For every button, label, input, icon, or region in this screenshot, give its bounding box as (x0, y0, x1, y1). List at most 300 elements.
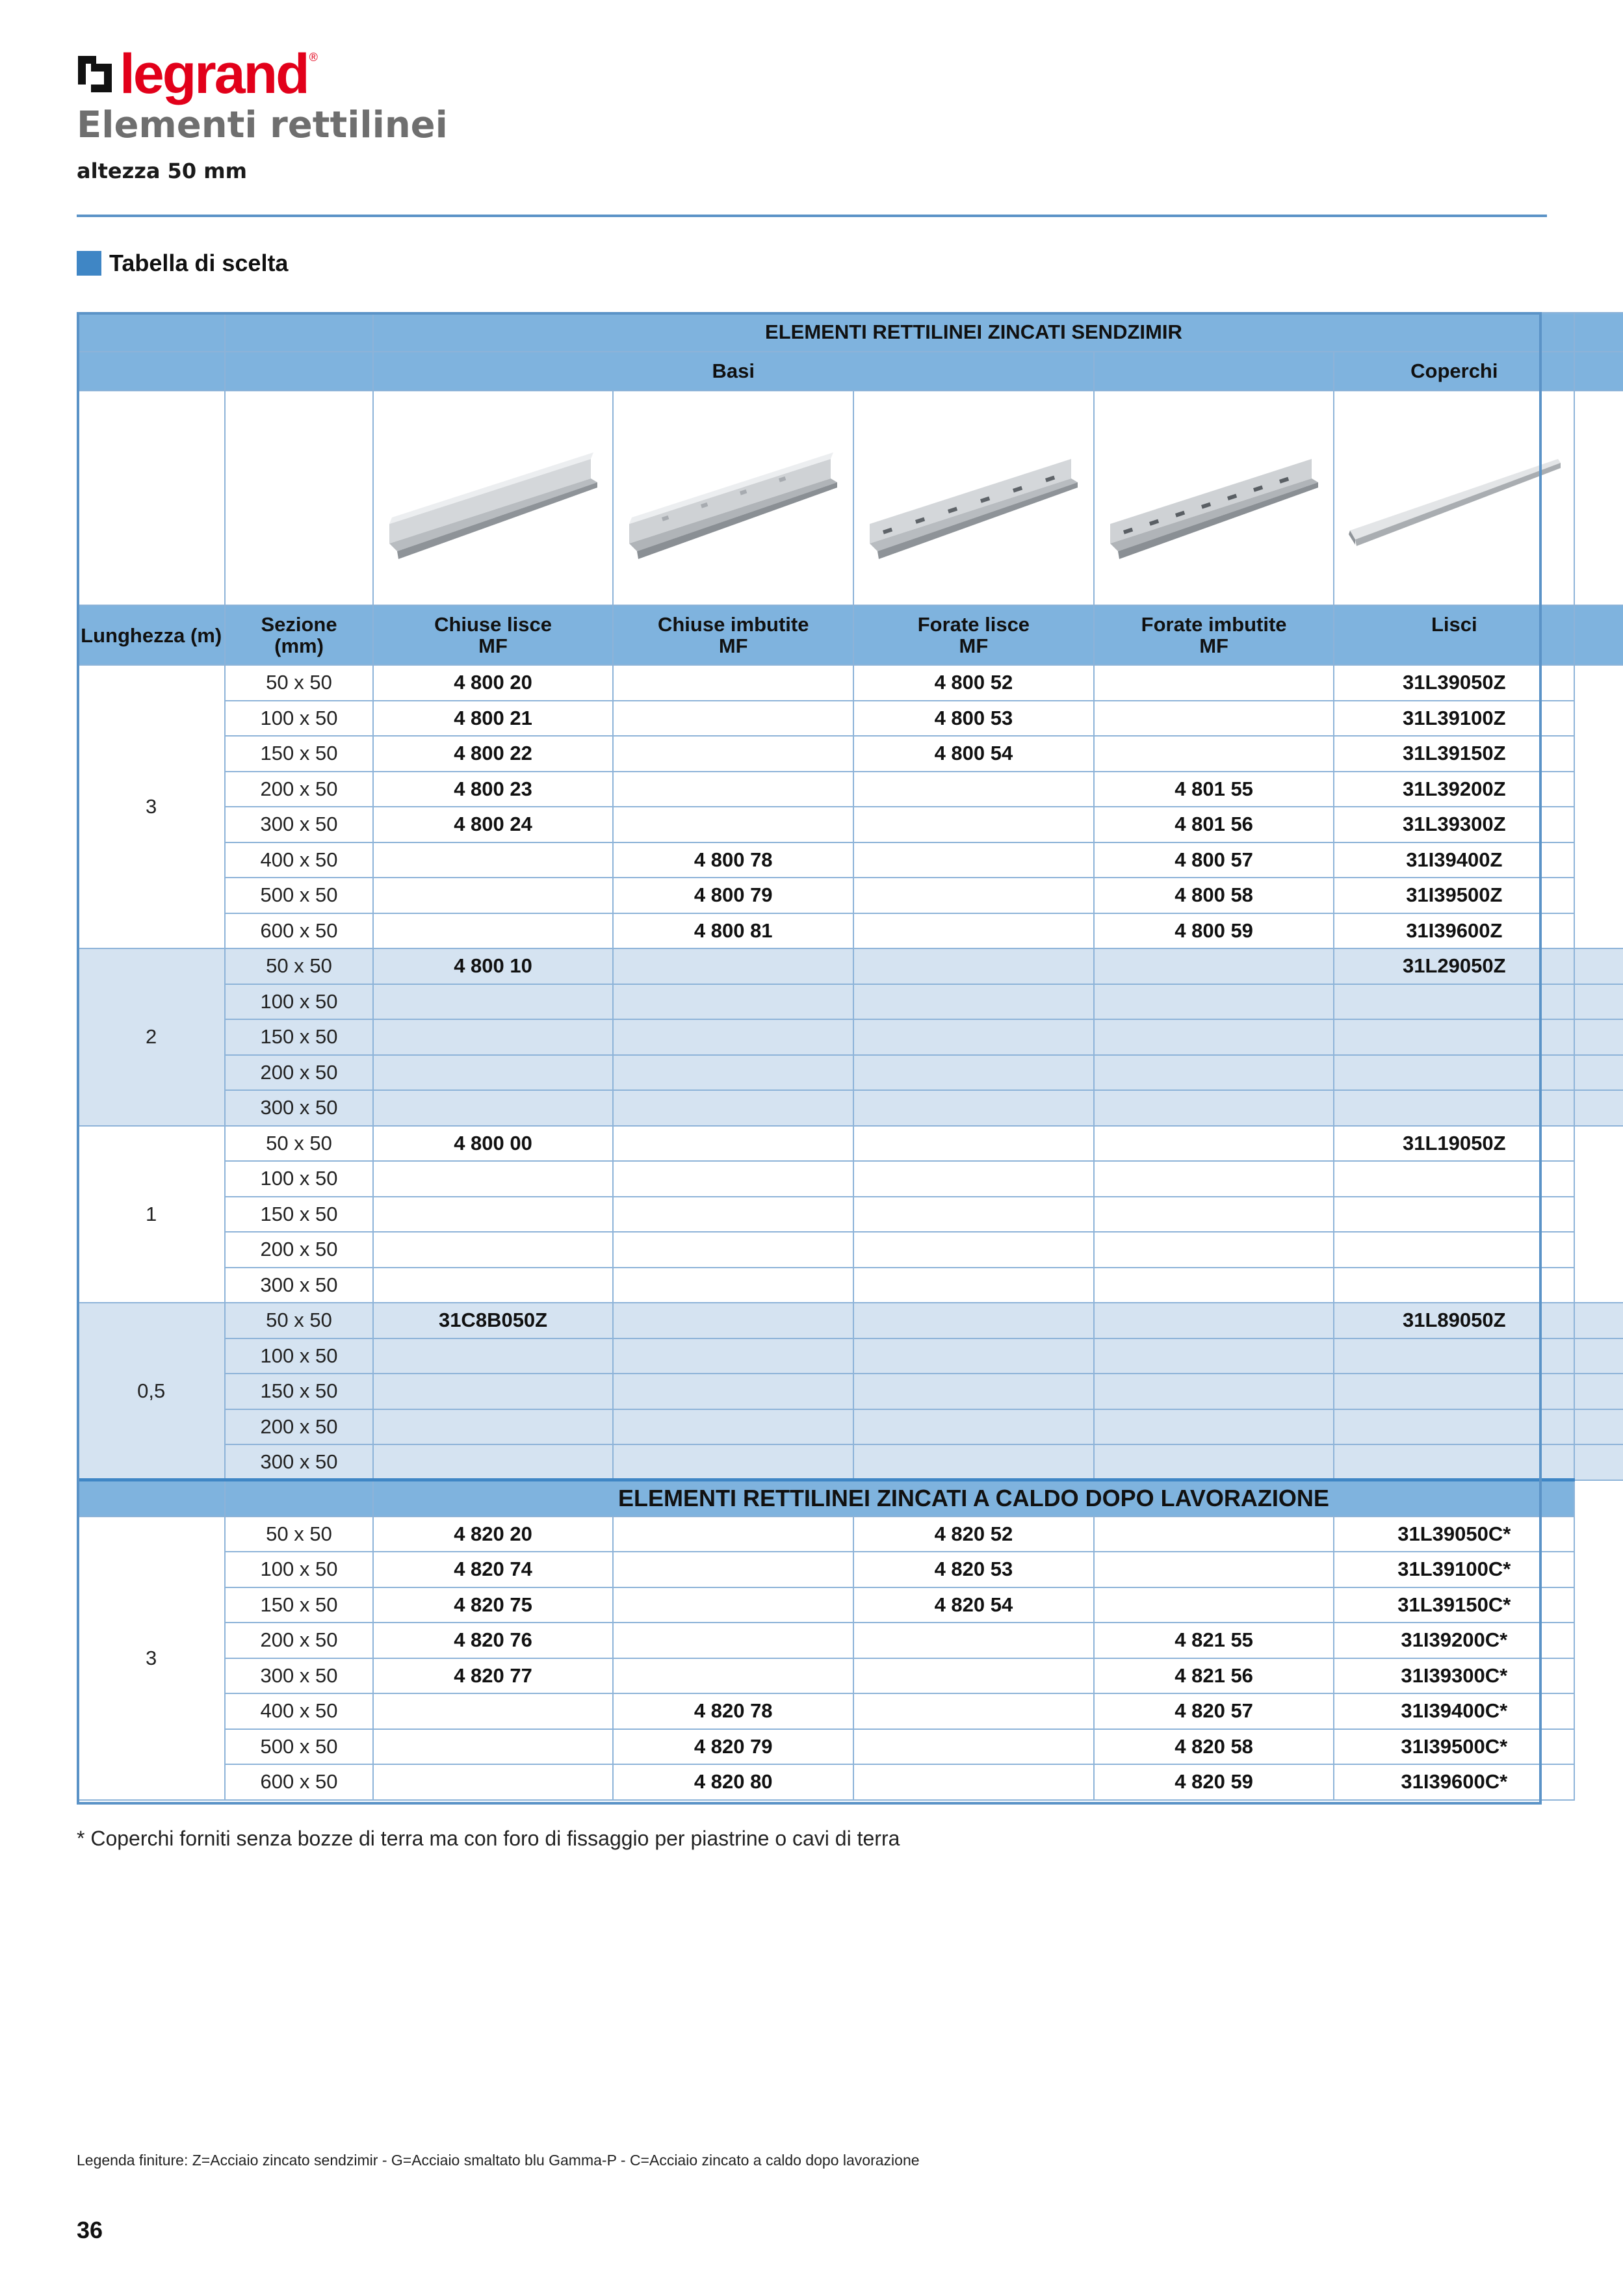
base-code-cell (373, 913, 614, 949)
table-row (77, 1658, 1623, 1694)
base-code-cell: 4 800 52 (853, 665, 1094, 701)
col-length-header: Lunghezza (m) (77, 605, 225, 665)
tray-closed-embossed-icon (623, 420, 844, 576)
section-cell: 100 x 50 (225, 701, 372, 737)
base-code-cell (373, 1055, 614, 1091)
cover-code-cell (1334, 1374, 1574, 1409)
base-code-cell (613, 948, 853, 984)
section-cell: 50 x 50 (225, 665, 372, 701)
cover-code-cell (1334, 1338, 1574, 1374)
base-code-cell (853, 1197, 1094, 1233)
group2-header-row (77, 1480, 1623, 1517)
base-code-cell (373, 984, 614, 1020)
base-code-cell: 4 800 10 (373, 948, 614, 984)
row-extra-cell (1574, 1480, 1623, 1517)
base-code-cell (1094, 701, 1334, 737)
base-code-cell: 4 800 24 (373, 807, 614, 842)
base-code-cell: 4 800 20 (373, 665, 614, 701)
base-code-cell (1094, 1517, 1334, 1552)
base-code-cell (853, 842, 1094, 878)
row-extra-cell (1574, 984, 1623, 1020)
cover-code-cell (1334, 1409, 1574, 1445)
base-code-cell: 4 800 79 (613, 878, 853, 913)
tray-closed-smooth-icon (383, 420, 604, 576)
bases-label: Basi (373, 352, 1094, 391)
cover-code-cell: 31L39150C* (1334, 1587, 1574, 1623)
length-cell: 3 (77, 1517, 225, 1800)
image-extra-cell (1574, 391, 1623, 605)
cover-code-cell: 31L39050C* (1334, 1517, 1574, 1552)
base-code-cell (613, 1268, 853, 1303)
base-code-cell (853, 948, 1094, 984)
table-row (77, 1197, 1623, 1233)
section-cell: 400 x 50 (225, 1693, 372, 1729)
row-extra-cell (1574, 1764, 1623, 1800)
header-extra-cell (1574, 352, 1623, 391)
table-row (77, 1693, 1623, 1729)
row-extra-cell (1574, 1268, 1623, 1303)
section-cell: 600 x 50 (225, 1764, 372, 1800)
base-code-cell: 4 820 20 (373, 1517, 614, 1552)
section-cell: 300 x 50 (225, 1444, 372, 1480)
base-code-cell (613, 1197, 853, 1233)
table-row (77, 1232, 1623, 1268)
base-code-cell (853, 1658, 1094, 1694)
finish-legend: Legenda finiture: Z=Acciaio zincato sendzimir - G=Acciaio smaltato blu Gamma-P - C=Acciaio zincato a caldo dopo lavorazione (77, 2152, 920, 2169)
section-cell: 300 x 50 (225, 1658, 372, 1694)
base-code-cell (1094, 1055, 1334, 1091)
table-header-type (77, 352, 1623, 391)
col-label-line2: MF (478, 634, 508, 657)
image-forate-lisce (853, 391, 1094, 605)
row-extra-cell (1574, 1587, 1623, 1623)
base-code-cell (1094, 736, 1334, 772)
table-row (77, 701, 1623, 737)
table-row (77, 665, 1623, 701)
row-extra-cell (1574, 1552, 1623, 1587)
base-code-cell: 4 800 53 (853, 701, 1094, 737)
base-code-cell (853, 984, 1094, 1020)
base-code-cell (373, 1374, 614, 1409)
section-cell: 150 x 50 (225, 1587, 372, 1623)
section-cell: 200 x 50 (225, 1232, 372, 1268)
row-extra-cell (1574, 1232, 1623, 1268)
section-cell: 150 x 50 (225, 736, 372, 772)
table-row (77, 1126, 1623, 1162)
page-number: 36 (77, 2217, 103, 2243)
section-title: Tabella di scelta (109, 250, 289, 276)
base-code-cell (373, 1693, 614, 1729)
table-row (77, 1623, 1623, 1658)
row-extra-cell (1574, 1444, 1623, 1480)
base-code-cell (1094, 665, 1334, 701)
row-extra-cell (1574, 1338, 1623, 1374)
header-blank-cell (225, 313, 372, 352)
base-code-cell: 4 820 53 (853, 1552, 1094, 1587)
row-extra-cell (1574, 1019, 1623, 1055)
row-extra-cell (1574, 1126, 1623, 1162)
header-divider (77, 215, 1547, 217)
section-cell: 300 x 50 (225, 1268, 372, 1303)
base-code-cell (613, 1090, 853, 1126)
table-row (77, 1090, 1623, 1126)
base-code-cell: 4 820 78 (613, 1693, 853, 1729)
col-lisci-header (1334, 605, 1574, 665)
image-blank-cell (225, 391, 372, 605)
cover-code-cell (1334, 1019, 1574, 1055)
table-product-images (77, 391, 1623, 605)
row-extra-cell (1574, 1161, 1623, 1197)
length-cell: 2 (77, 948, 225, 1126)
brand-name: legrand (120, 43, 308, 105)
cover-code-cell: 31L39100Z (1334, 701, 1574, 737)
section-cell: 300 x 50 (225, 1090, 372, 1126)
row-extra-cell (1574, 948, 1623, 984)
table-row (77, 1338, 1623, 1374)
base-code-cell (1094, 1374, 1334, 1409)
base-code-cell (613, 1409, 853, 1445)
base-code-cell (613, 807, 853, 842)
row-extra-cell (1574, 807, 1623, 842)
col-label-line1: Forate lisce (917, 613, 1030, 636)
table-row (77, 807, 1623, 842)
base-code-cell: 4 821 56 (1094, 1658, 1334, 1694)
cover-code-cell: 31L39050Z (1334, 665, 1574, 701)
col-label-line2: MF (959, 634, 989, 657)
base-code-cell: 4 820 54 (853, 1587, 1094, 1623)
base-code-cell: 4 820 76 (373, 1623, 614, 1658)
cover-code-cell: 31I39500Z (1334, 878, 1574, 913)
cover-code-cell (1334, 1444, 1574, 1480)
table-row (77, 1444, 1623, 1480)
cover-code-cell (1334, 1268, 1574, 1303)
base-code-cell (613, 984, 853, 1020)
base-code-cell (853, 1303, 1094, 1338)
base-code-cell: 4 820 59 (1094, 1764, 1334, 1800)
base-code-cell: 4 820 57 (1094, 1693, 1334, 1729)
header-blank-cell (225, 1480, 372, 1517)
base-code-cell: 4 800 58 (1094, 878, 1334, 913)
table-row (77, 736, 1623, 772)
section-cell: 200 x 50 (225, 1623, 372, 1658)
section-bullet-icon (77, 251, 101, 276)
base-code-cell (1094, 1090, 1334, 1126)
row-extra-cell (1574, 1658, 1623, 1694)
header-blank-cell (77, 313, 225, 352)
base-code-cell (1094, 1409, 1334, 1445)
table-row (77, 948, 1623, 984)
base-code-cell: 4 820 79 (613, 1729, 853, 1765)
base-code-cell (613, 772, 853, 807)
base-code-cell (373, 1338, 614, 1374)
section-cell: 150 x 50 (225, 1019, 372, 1055)
tray-perforated-smooth-icon (863, 420, 1084, 576)
section-cell: 200 x 50 (225, 1409, 372, 1445)
cover-code-cell (1334, 1055, 1574, 1091)
base-code-cell: 4 801 55 (1094, 772, 1334, 807)
section-cell: 300 x 50 (225, 807, 372, 842)
brand-registered-mark: ® (309, 51, 318, 64)
header-blank-cell (77, 352, 225, 391)
table-row (77, 1019, 1623, 1055)
table-row (77, 1517, 1623, 1552)
section-cell: 200 x 50 (225, 772, 372, 807)
base-code-cell (373, 1019, 614, 1055)
section-cell: 50 x 50 (225, 1126, 372, 1162)
table-row (77, 1374, 1623, 1409)
base-code-cell: 4 800 21 (373, 701, 614, 737)
base-code-cell (613, 736, 853, 772)
legrand-logo (77, 42, 318, 107)
section-cell: 50 x 50 (225, 948, 372, 984)
col-label-line1: Forate imbutite (1141, 613, 1287, 636)
col-label-line1: Lisci (1431, 613, 1477, 636)
section-cell: 100 x 50 (225, 1338, 372, 1374)
base-code-cell (613, 1338, 853, 1374)
base-code-cell (1094, 1161, 1334, 1197)
base-code-cell (853, 1268, 1094, 1303)
header-blank-cell (225, 352, 372, 391)
length-cell: 0,5 (77, 1303, 225, 1480)
row-extra-cell (1574, 701, 1623, 737)
length-cell: 3 (77, 665, 225, 948)
base-code-cell (613, 701, 853, 737)
base-code-cell (373, 842, 614, 878)
base-code-cell: 4 801 56 (1094, 807, 1334, 842)
section-cell: 100 x 50 (225, 1552, 372, 1587)
base-code-cell (1094, 984, 1334, 1020)
cover-code-cell: 31I39400Z (1334, 842, 1574, 878)
section-cell: 500 x 50 (225, 878, 372, 913)
col-section-line1: Sezione (261, 613, 337, 636)
cover-code-cell (1334, 1161, 1574, 1197)
header-extra-cell (1574, 313, 1623, 352)
row-extra-cell (1574, 1303, 1623, 1338)
col-forate-lisce-header (853, 605, 1094, 665)
base-code-cell (853, 1338, 1094, 1374)
base-code-cell (853, 1693, 1094, 1729)
base-code-cell (373, 878, 614, 913)
cover-code-cell (1334, 1090, 1574, 1126)
base-code-cell (373, 1409, 614, 1445)
row-extra-cell (1574, 1623, 1623, 1658)
cover-code-cell: 31I39200C* (1334, 1623, 1574, 1658)
table-row (77, 878, 1623, 913)
col-label-line1: Chiuse imbutite (657, 613, 809, 636)
base-code-cell (1094, 1126, 1334, 1162)
header-extra-cell (1574, 605, 1623, 665)
footnote: * Coperchi forniti senza bozze di terra ma con foro di fissaggio per piastrine o cavi di terra (77, 1827, 900, 1850)
base-code-cell (853, 1161, 1094, 1197)
cover-code-cell (1334, 1197, 1574, 1233)
base-code-cell (613, 1019, 853, 1055)
section-cell: 200 x 50 (225, 1055, 372, 1091)
section-cell: 50 x 50 (225, 1517, 372, 1552)
base-code-cell (853, 807, 1094, 842)
col-label-line1: Chiuse lisce (434, 613, 552, 636)
base-code-cell (373, 1729, 614, 1765)
base-code-cell (613, 1658, 853, 1694)
base-code-cell: 4 820 75 (373, 1587, 614, 1623)
group1-title: ELEMENTI RETTILINEI ZINCATI SENDZIMIR (373, 313, 1574, 352)
table-row (77, 1268, 1623, 1303)
section-cell: 100 x 50 (225, 984, 372, 1020)
base-code-cell: 4 820 74 (373, 1552, 614, 1587)
table-row (77, 1587, 1623, 1623)
row-extra-cell (1574, 736, 1623, 772)
base-code-cell (1094, 1552, 1334, 1587)
base-code-cell (373, 1268, 614, 1303)
table-row (77, 1729, 1623, 1765)
base-code-cell (853, 1623, 1094, 1658)
image-chiuse-imbutite (613, 391, 853, 605)
cover-code-cell: 31L39100C* (1334, 1552, 1574, 1587)
table-header-group (77, 313, 1623, 352)
col-chiuse-lisce-header (373, 605, 614, 665)
table-row (77, 1409, 1623, 1445)
cover-code-cell: 31I39500C* (1334, 1729, 1574, 1765)
row-extra-cell (1574, 913, 1623, 949)
page-title: Elementi rettilinei (77, 104, 448, 146)
section-cell: 150 x 50 (225, 1374, 372, 1409)
base-code-cell: 4 821 55 (1094, 1623, 1334, 1658)
table-row (77, 1764, 1623, 1800)
row-extra-cell (1574, 1693, 1623, 1729)
base-code-cell (1094, 1587, 1334, 1623)
base-code-cell: 4 800 59 (1094, 913, 1334, 949)
row-extra-cell (1574, 772, 1623, 807)
base-code-cell (373, 1764, 614, 1800)
base-code-cell: 4 820 52 (853, 1517, 1094, 1552)
image-chiuse-lisce (373, 391, 614, 605)
row-extra-cell (1574, 1409, 1623, 1445)
cover-code-cell: 31I39600Z (1334, 913, 1574, 949)
section-cell: 150 x 50 (225, 1197, 372, 1233)
row-extra-cell (1574, 1517, 1623, 1552)
section-cell: 400 x 50 (225, 842, 372, 878)
base-code-cell (613, 1552, 853, 1587)
base-code-cell (613, 1623, 853, 1658)
base-code-cell (1094, 1232, 1334, 1268)
image-forate-imbutite (1094, 391, 1334, 605)
base-code-cell (1094, 1197, 1334, 1233)
group2-title: ELEMENTI RETTILINEI ZINCATI A CALDO DOPO LAVORAZIONE (373, 1480, 1574, 1517)
table-row (77, 842, 1623, 878)
image-blank-cell (77, 391, 225, 605)
base-code-cell (613, 1517, 853, 1552)
base-code-cell: 4 800 23 (373, 772, 614, 807)
col-section-header (225, 605, 372, 665)
col-section-line2: (mm) (274, 634, 324, 657)
base-code-cell (1094, 1303, 1334, 1338)
section-cell: 500 x 50 (225, 1729, 372, 1765)
cover-code-cell: 31I39600C* (1334, 1764, 1574, 1800)
image-coperchio-liscio (1334, 391, 1574, 605)
base-code-cell (853, 1055, 1094, 1091)
base-code-cell (853, 878, 1094, 913)
base-code-cell (613, 1126, 853, 1162)
cover-code-cell (1334, 984, 1574, 1020)
cover-code-cell: 31L29050Z (1334, 948, 1574, 984)
base-code-cell: 4 800 57 (1094, 842, 1334, 878)
table-row (77, 1055, 1623, 1091)
table-row (77, 1161, 1623, 1197)
table-row (77, 1552, 1623, 1587)
base-code-cell (373, 1444, 614, 1480)
length-cell: 1 (77, 1126, 225, 1303)
base-code-cell (613, 1232, 853, 1268)
base-code-cell (373, 1197, 614, 1233)
col-forate-imbutite-header (1094, 605, 1334, 665)
table-row (77, 1303, 1623, 1338)
table-row (77, 772, 1623, 807)
row-extra-cell (1574, 1090, 1623, 1126)
cover-code-cell: 31L39150Z (1334, 736, 1574, 772)
base-code-cell (1094, 1019, 1334, 1055)
cover-code-cell: 31I39400C* (1334, 1693, 1574, 1729)
base-code-cell (853, 1090, 1094, 1126)
col-label-line2: MF (718, 634, 748, 657)
base-code-cell: 4 820 77 (373, 1658, 614, 1694)
base-code-cell (1094, 948, 1334, 984)
base-code-cell (613, 1161, 853, 1197)
tray-perforated-embossed-icon (1104, 420, 1325, 576)
base-code-cell: 4 800 00 (373, 1126, 614, 1162)
base-code-cell (613, 1055, 853, 1091)
cover-code-cell: 31L89050Z (1334, 1303, 1574, 1338)
row-extra-cell (1574, 878, 1623, 913)
base-code-cell (373, 1161, 614, 1197)
section-heading (77, 250, 288, 277)
base-code-cell (853, 1374, 1094, 1409)
legrand-mark-icon (77, 55, 113, 94)
section-cell: 600 x 50 (225, 913, 372, 949)
base-code-cell: 4 800 81 (613, 913, 853, 949)
base-code-cell (613, 1444, 853, 1480)
base-code-cell: 4 820 80 (613, 1764, 853, 1800)
base-code-cell (373, 1232, 614, 1268)
cover-code-cell: 31I39300C* (1334, 1658, 1574, 1694)
base-code-cell (613, 1587, 853, 1623)
base-code-cell (1094, 1444, 1334, 1480)
base-code-cell: 31C8B050Z (373, 1303, 614, 1338)
row-extra-cell (1574, 1374, 1623, 1409)
cover-code-cell: 31L19050Z (1334, 1126, 1574, 1162)
base-code-cell (373, 1090, 614, 1126)
selection-table (77, 312, 1623, 1801)
row-extra-cell (1574, 1197, 1623, 1233)
header-blank-cell (1094, 352, 1334, 391)
table-row (77, 913, 1623, 949)
base-code-cell (853, 1019, 1094, 1055)
col-label-line2: MF (1199, 634, 1228, 657)
row-extra-cell (1574, 1055, 1623, 1091)
base-code-cell (1094, 1268, 1334, 1303)
cover-smooth-icon (1344, 420, 1565, 576)
header-blank-cell (77, 1480, 225, 1517)
base-code-cell (853, 1126, 1094, 1162)
base-code-cell (613, 1374, 853, 1409)
base-code-cell (853, 1409, 1094, 1445)
covers-label: Coperchi (1334, 352, 1574, 391)
base-code-cell (613, 1303, 853, 1338)
col-chiuse-imbutite-header (613, 605, 853, 665)
table-column-headers (77, 605, 1623, 665)
base-code-cell: 4 800 54 (853, 736, 1094, 772)
base-code-cell (853, 1764, 1094, 1800)
base-code-cell: 4 800 22 (373, 736, 614, 772)
base-code-cell (853, 1729, 1094, 1765)
